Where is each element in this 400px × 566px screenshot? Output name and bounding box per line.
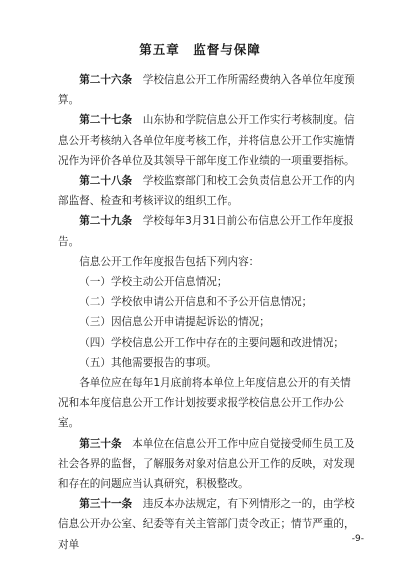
article-label: 第二十六条	[79, 74, 133, 86]
report-item: （三）因信息公开申请提起诉讼的情况；	[79, 316, 270, 329]
article-text: 山东协和学院信息公开工作实行考核制度。信息公开考核纳入各单位年度考核工作，并将信息公开工作实施情况作为评价各单位及其领导干部年度工作业绩的一项重要指标。	[58, 114, 355, 167]
document-body	[58, 70, 358, 555]
report-submit-paragraph: 各单位应在每年1月底前将本单位上年度信息公开的有关情况和本年度信息公开工作计划按要求报学校信息公开工作办公室。	[58, 377, 351, 430]
article-26	[58, 70, 358, 110]
article-30	[58, 434, 358, 495]
report-item: （五）其他需要报告的事项。	[79, 356, 217, 369]
article-27	[58, 110, 358, 171]
article-text: 违反本办法规定，有下列情形之一的，由学校信息公开办公室、纪委等有关主管部门责令改正；情节严重的，对单	[58, 498, 355, 551]
article-text: 学校信息公开工作所需经费纳入各单位年度预算。	[58, 74, 355, 107]
article-label: 第三十一条	[79, 498, 133, 511]
report-intro: 信息公开工作年度报告包括下列内容：	[79, 255, 260, 268]
article-29	[58, 211, 358, 251]
article-28	[58, 171, 358, 211]
article-text: 学校监察部门和校工会负责信息公开工作的内部监督、检查和考核评议的组织工作。	[58, 175, 355, 208]
article-text: 本单位在信息公开工作中应自觉接受师生员工及社会各界的监督，了解服务对象对信息公开工作的反映，对发现和存在的问题应当认真研究，积极整改。	[58, 437, 355, 491]
article-31	[58, 494, 358, 555]
page-number: -9-	[351, 534, 364, 544]
report-item: （四）学校信息公开工作中存在的主要问题和改进情况；	[79, 336, 345, 349]
report-item: （二）学校依申请公开信息和不予公开信息情况；	[79, 296, 313, 309]
article-label: 第二十九条	[79, 215, 133, 228]
report-item: （一）学校主动公开信息情况；	[79, 276, 228, 289]
article-text: 学校每年3月31日前公布信息公开工作年度报告。	[58, 215, 354, 248]
chapter-title: 第五章 监督与保障	[139, 42, 261, 57]
article-label: 第三十条	[79, 437, 122, 450]
article-label: 第二十七条	[79, 114, 133, 127]
article-label: 第二十八条	[79, 175, 133, 188]
